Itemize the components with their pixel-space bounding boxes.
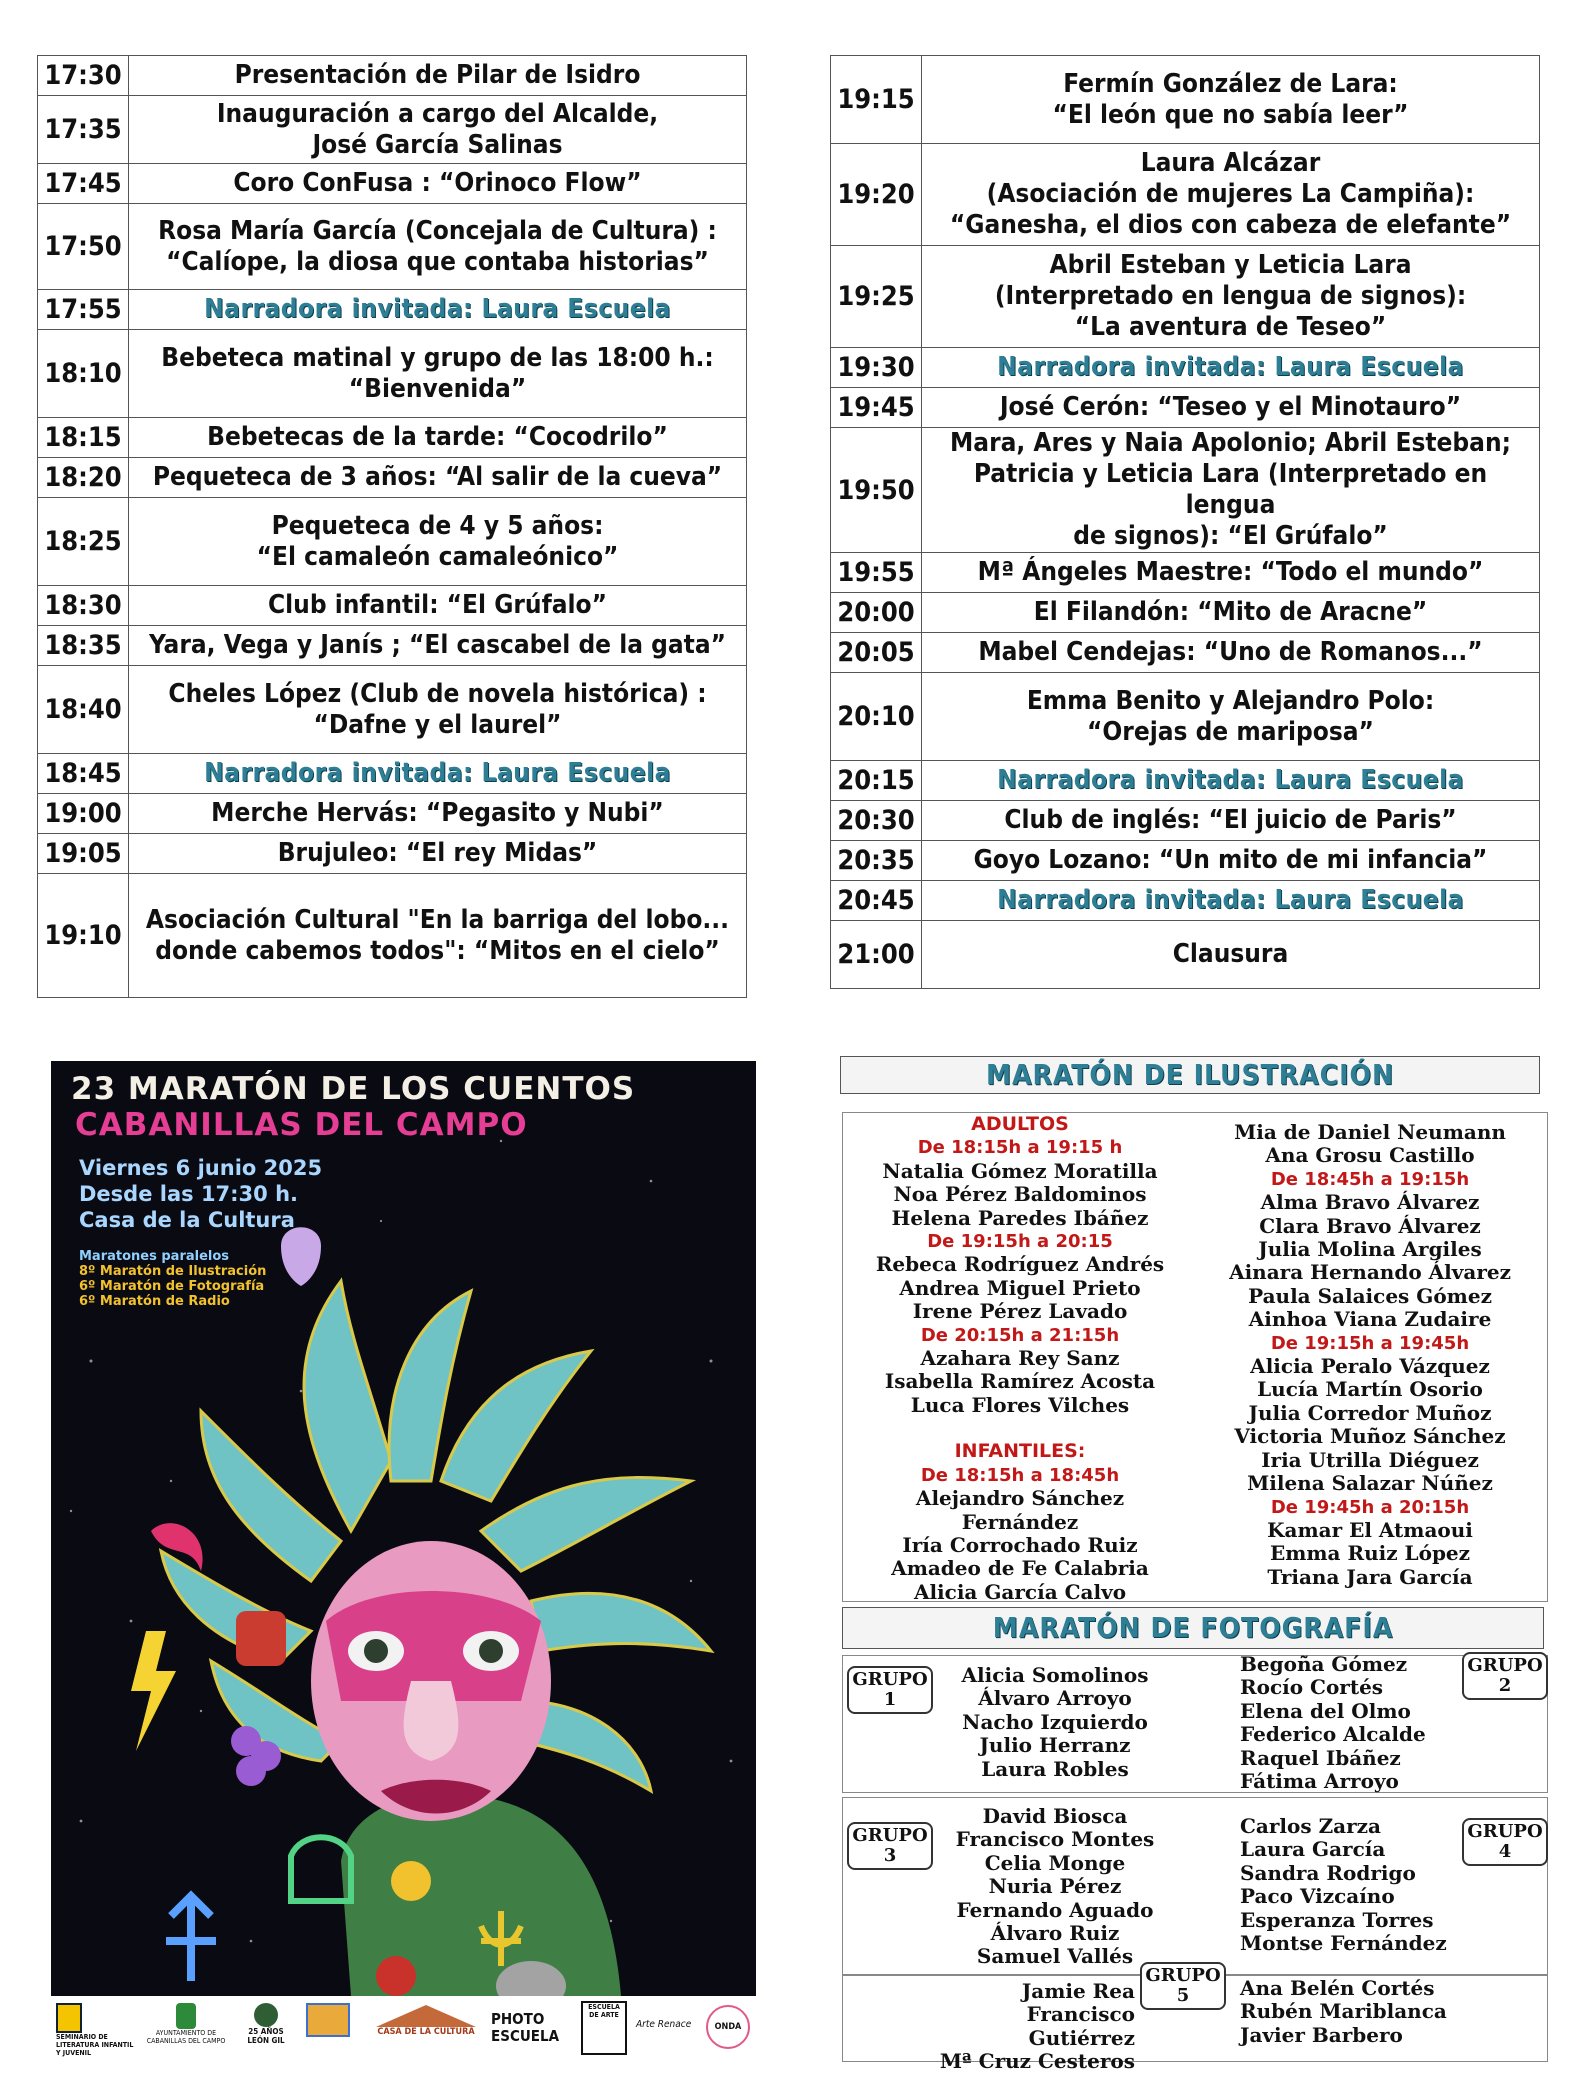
schedule-time: 19:15 [831,56,922,144]
schedule-time: 20:05 [831,633,922,673]
participant-name: Raquel Ibáñez [1240,1745,1401,1770]
group-1-names [955,1664,1155,1781]
sponsor-logos [51,1997,756,2065]
schedule-time: 18:20 [38,458,129,498]
schedule-row [38,586,747,626]
schedule-time: 18:25 [38,498,129,586]
schedule-activity: Rosa María García (Concejala de Cultura) : “Calíope, la diosa que contaba historias” [129,204,747,290]
schedule-activity: Coro ConFusa : “Orinoco Flow” [129,164,747,204]
participant-name: Triana Jara García [1267,1564,1473,1589]
participant-name: Paco Vizcaíno [1240,1884,1395,1909]
participant-name: Isabella Ramírez Acosta [884,1369,1156,1394]
participant-name: Francisco Montes [955,1827,1155,1852]
poster-parallel-1: 8º Maratón de Ilustración [79,1264,267,1279]
schedule-row [38,874,747,998]
participant-name: Rocío Cortés [1240,1675,1384,1700]
participant-name: Julia Corredor Muñoz [1248,1400,1492,1425]
logo-seminario: SEMINARIO DE LITERATURA INFANTIL Y JUVENIL [56,2003,136,2057]
participant-name: Azahara Rey Sanz [920,1346,1120,1371]
foto-box-top [842,1652,1548,1793]
schedule-activity: Emma Benito y Alejandro Polo: “Orejas de mariposa” [922,673,1540,761]
schedule-activity: Inauguración a cargo del Alcalde, José García Salinas [129,96,747,164]
group-5-names-right [1240,1977,1460,2047]
poster-date: Viernes 6 junio 2025 [79,1156,323,1180]
schedule-row [38,164,747,204]
group-5-badge: GRUPO 5 [1140,1962,1226,2010]
participant-name: Ainara Hernando Álvarez [1229,1260,1511,1285]
schedule-activity: Abril Esteban y Leticia Lara (Interpretado en lengua de signos): “La aventura de Teseo” [922,246,1540,348]
group-1-badge: GRUPO 1 [847,1666,933,1714]
schedule-row [831,246,1540,348]
logo-escuela-arte: ESCUELA DE ARTE [581,2001,627,2055]
schedule-time: 20:10 [831,673,922,761]
category-label: ADULTOS [971,1113,1069,1135]
group-4-names [1240,1815,1460,1955]
participant-name: Álvaro Arroyo [978,1686,1132,1711]
category-label: INFANTILES: [954,1440,1086,1463]
schedule-activity: Cheles López (Club de novela histórica) : “Dafne y el laurel” [129,666,747,754]
group-3-names [955,1805,1155,1969]
participant-name: Natalia Gómez Moratilla [882,1158,1158,1183]
schedule-time: 18:15 [38,418,129,458]
guest-narrator-label: Narradora invitada: Laura Escuela [922,348,1540,388]
logo-book [306,2003,356,2043]
fotografia-header: MARATÓN DE FOTOGRAFÍA [842,1607,1544,1649]
schedule-left-table [37,55,747,998]
participant-name: Sandra Rodrigo [1240,1860,1416,1885]
schedule-row [831,881,1540,921]
participant-name: Kamar El Atmaoui [1267,1517,1473,1542]
ilustracion-right-column [1200,1121,1540,1589]
schedule-activity: Brujuleo: “El rey Midas” [129,834,747,874]
schedule-row [38,56,747,96]
schedule-time: 19:05 [38,834,129,874]
schedule-time: 20:30 [831,801,922,841]
participant-name: Irene Pérez Lavado [912,1299,1128,1324]
schedule-time: 20:00 [831,593,922,633]
participant-name: Alejandro Sánchez Fernández [915,1486,1125,1534]
participant-name: Iría Corrochado Ruiz [902,1532,1138,1557]
schedule-row [38,418,747,458]
schedule-row [38,754,747,794]
schedule-activity: Asociación Cultural "En la barriga del lobo... donde cabemos todos": “Mitos en el cielo” [129,874,747,998]
logo-onda: ONDA [706,2005,750,2049]
schedule-row [831,593,1540,633]
participant-name: Andrea Miguel Prieto [899,1275,1141,1300]
participant-name: Julio Herranz [979,1733,1131,1758]
schedule-time: 17:35 [38,96,129,164]
schedule-time: 18:35 [38,626,129,666]
participant-name: Esperanza Torres [1240,1907,1434,1932]
time-slot-label: De 19:45h a 20:15h [1270,1496,1470,1518]
participant-name: Carlos Zarza [1240,1814,1381,1838]
logo-leon-gil: 25 AÑOS LEÓN GIL [241,2003,291,2045]
schedule-row [38,458,747,498]
schedule-time: 17:45 [38,164,129,204]
logo-casa-cultura: CASA DE LA CULTURA [371,2005,481,2037]
time-slot-label: De 18:15h a 18:45h [920,1464,1120,1486]
participant-name: Begoña Gómez [1240,1652,1408,1676]
participant-name: Mia de Daniel Neumann [1234,1120,1506,1144]
schedule-time: 19:50 [831,428,922,553]
schedule-activity: Merche Hervás: “Pegasito y Nubi” [129,794,747,834]
schedule-activity: Presentación de Pilar de Isidro [129,56,747,96]
participant-name: Alicia Somolinos [961,1663,1149,1687]
schedule-activity: Mª Ángeles Maestre: “Todo el mundo” [922,553,1540,593]
participant-name: Celia Monge [984,1850,1126,1875]
time-slot-label: De 18:15h a 19:15 h [917,1137,1123,1159]
schedule-activity: Goyo Lozano: “Un mito de mi infancia” [922,841,1540,881]
participant-name: Clara Bravo Álvarez [1259,1213,1481,1238]
poster-place: Casa de la Cultura [79,1208,295,1232]
schedule-time: 19:20 [831,144,922,246]
participant-name: Lucía Martín Osorio [1257,1377,1483,1402]
schedule-activity: Laura Alcázar (Asociación de mujeres La Campiña): “Ganesha, el dios con cabeza de elefante” [922,144,1540,246]
schedule-time: 21:00 [831,921,922,989]
schedule-activity: Bebetecas de la tarde: “Cocodrilo” [129,418,747,458]
group-5-names-left [925,1980,1135,2074]
schedule-right-table [830,55,1540,989]
schedule-activity: Clausura [922,921,1540,989]
schedule-row [38,96,747,164]
participant-name: Helena Paredes Ibáñez [891,1205,1149,1230]
participant-name: Noa Pérez Baldominos [893,1182,1147,1207]
schedule-time: 18:30 [38,586,129,626]
poster-parallel-title: Maratones paralelos [79,1249,230,1264]
participant-name: Elena del Olmo [1240,1698,1411,1723]
time-slot-label: De 20:15h a 21:15h [920,1324,1120,1346]
schedule-time: 20:45 [831,881,922,921]
participant-name [855,1417,1185,1440]
guest-narrator-label: Narradora invitada: Laura Escuela [129,290,747,330]
schedule-time: 17:55 [38,290,129,330]
participant-name: Julia Molina Argiles [1258,1237,1482,1262]
guest-narrator-label: Narradora invitada: Laura Escuela [922,881,1540,921]
schedule-time: 20:35 [831,841,922,881]
participant-name: Amadeo de Fe Calabria [891,1556,1149,1581]
schedule-activity: Mabel Cendejas: “Uno de Romanos...” [922,633,1540,673]
schedule-activity: Bebeteca matinal y grupo de las 18:00 h.: “Bienvenida” [129,330,747,418]
schedule-activity: El Filandón: “Mito de Aracne” [922,593,1540,633]
schedule-activity: Mara, Ares y Naia Apolonio; Abril Esteban; Patricia y Leticia Lara (Interpretado en lengua de signos): “El Grúfalo” [922,428,1540,553]
event-poster [51,1061,756,1996]
schedule-row [38,204,747,290]
participant-name: Javier Barbero [1240,2022,1403,2047]
poster-parallel-3: 6º Maratón de Radio [79,1294,230,1309]
schedule-row [831,56,1540,144]
schedule-row [38,626,747,666]
schedule-activity: Fermín González de Lara: “El león que no sabía leer” [922,56,1540,144]
schedule-time: 19:00 [38,794,129,834]
participant-name: Alicia Peralo Vázquez [1250,1354,1490,1379]
group-2-badge: GRUPO 2 [1462,1652,1548,1700]
participant-name: Luca Flores Vilches [910,1392,1130,1417]
participant-name: David Biosca [982,1804,1128,1828]
poster-title-line2: CABANILLAS DEL CAMPO [75,1107,528,1143]
schedule-row [831,673,1540,761]
guest-narrator-label: Narradora invitada: Laura Escuela [129,754,747,794]
schedule-time: 17:30 [38,56,129,96]
schedule-time: 17:50 [38,204,129,290]
schedule-row [831,144,1540,246]
schedule-time: 18:10 [38,330,129,418]
participant-name: Álvaro Ruiz [990,1921,1120,1946]
participant-name: Samuel Vallés [976,1944,1134,1969]
schedule-row [831,348,1540,388]
participant-name: Rebeca Rodríguez Andrés [875,1252,1165,1277]
schedule-row [831,801,1540,841]
schedule-time: 19:10 [38,874,129,998]
schedule-time: 19:45 [831,388,922,428]
schedule-time: 18:45 [38,754,129,794]
schedule-row [831,921,1540,989]
schedule-row [38,330,747,418]
time-slot-label: De 19:15h a 20:15 [927,1231,1113,1253]
participant-name: Alicia García Calvo [913,1579,1127,1604]
time-slot-label: De 19:15h a 19:45h [1270,1332,1470,1354]
group-3-badge: GRUPO 3 [847,1822,933,1870]
schedule-row [831,428,1540,553]
logo-arte-renace: Arte Renace [636,2019,692,2030]
participant-name: Federico Alcalde [1240,1722,1426,1747]
schedule-activity: José Cerón: “Teseo y el Minotauro” [922,388,1540,428]
time-slot-label: De 18:45h a 19:15h [1270,1168,1470,1190]
schedule-row [38,498,747,586]
schedule-time: 19:55 [831,553,922,593]
schedule-row [831,388,1540,428]
participant-name: Mª Cruz Cesteros [939,2049,1135,2074]
participant-name: Ana Belén Cortés [1240,1976,1435,2000]
participant-name: Iria Utrilla Diéguez [1261,1447,1479,1472]
schedule-activity: Club de inglés: “El juicio de Paris” [922,801,1540,841]
participant-name: Fernando Aguado [956,1897,1154,1922]
schedule-activity: Yara, Vega y Janís ; “El cascabel de la gata” [129,626,747,666]
participant-name: Milena Salazar Núñez [1247,1471,1493,1496]
participant-name: Fátima Arroyo [1240,1769,1399,1794]
participant-name: Ainhoa Viana Zudaire [1248,1307,1492,1332]
schedule-row [831,841,1540,881]
poster-time: Desde las 17:30 h. [79,1182,299,1206]
schedule-row [831,633,1540,673]
ilustracion-header: MARATÓN DE ILUSTRACIÓN [840,1056,1540,1094]
schedule-activity: Pequeteca de 3 años: “Al salir de la cueva” [129,458,747,498]
guest-narrator-label: Narradora invitada: Laura Escuela [922,761,1540,801]
schedule-row [831,761,1540,801]
participant-name: Victoria Muñoz Sánchez [1234,1424,1506,1449]
participant-name: Nacho Izquierdo [962,1709,1148,1734]
group-4-badge: GRUPO 4 [1462,1818,1548,1866]
schedule-row [831,553,1540,593]
participant-name: Nuria Pérez [988,1874,1122,1899]
participant-name: Rubén Mariblanca [1240,1999,1447,2024]
schedule-time: 20:15 [831,761,922,801]
schedule-row [38,834,747,874]
schedule-row [38,666,747,754]
participant-name: Laura Robles [981,1756,1129,1781]
schedule-time: 18:40 [38,666,129,754]
schedule-row [38,794,747,834]
participant-name: Emma Ruiz López [1269,1541,1471,1566]
participant-name: Montse Fernández [1240,1931,1447,1956]
schedule-activity: Pequeteca de 4 y 5 años: “El camaleón camaleónico” [129,498,747,586]
logo-ayuntamiento: AYUNTAMIENTO DE CABANILLAS DEL CAMPO [146,2003,226,2045]
logo-photo-escuela: PHOTO ESCUELA [491,2010,560,2045]
schedule-activity: Club infantil: “El Grúfalo” [129,586,747,626]
ilustracion-left-column [855,1113,1185,1604]
schedule-row [38,290,747,330]
schedule-time: 19:25 [831,246,922,348]
participant-name: Jamie Rea [1021,1979,1135,2003]
participant-name: Francisco Gutiérrez [1026,2002,1135,2050]
participant-name: Ana Grosu Castillo [1265,1143,1475,1168]
participant-name: Paula Salaices Gómez [1248,1283,1492,1308]
poster-parallel-2: 6º Maratón de Fotografía [79,1279,265,1294]
participant-name: Laura García [1240,1837,1386,1862]
schedule-time: 19:30 [831,348,922,388]
poster-title-line1: 23 MARATÓN DE LOS CUENTOS [71,1071,636,1107]
group-2-names [1240,1653,1440,1793]
participant-name: Alma Bravo Álvarez [1260,1190,1480,1215]
